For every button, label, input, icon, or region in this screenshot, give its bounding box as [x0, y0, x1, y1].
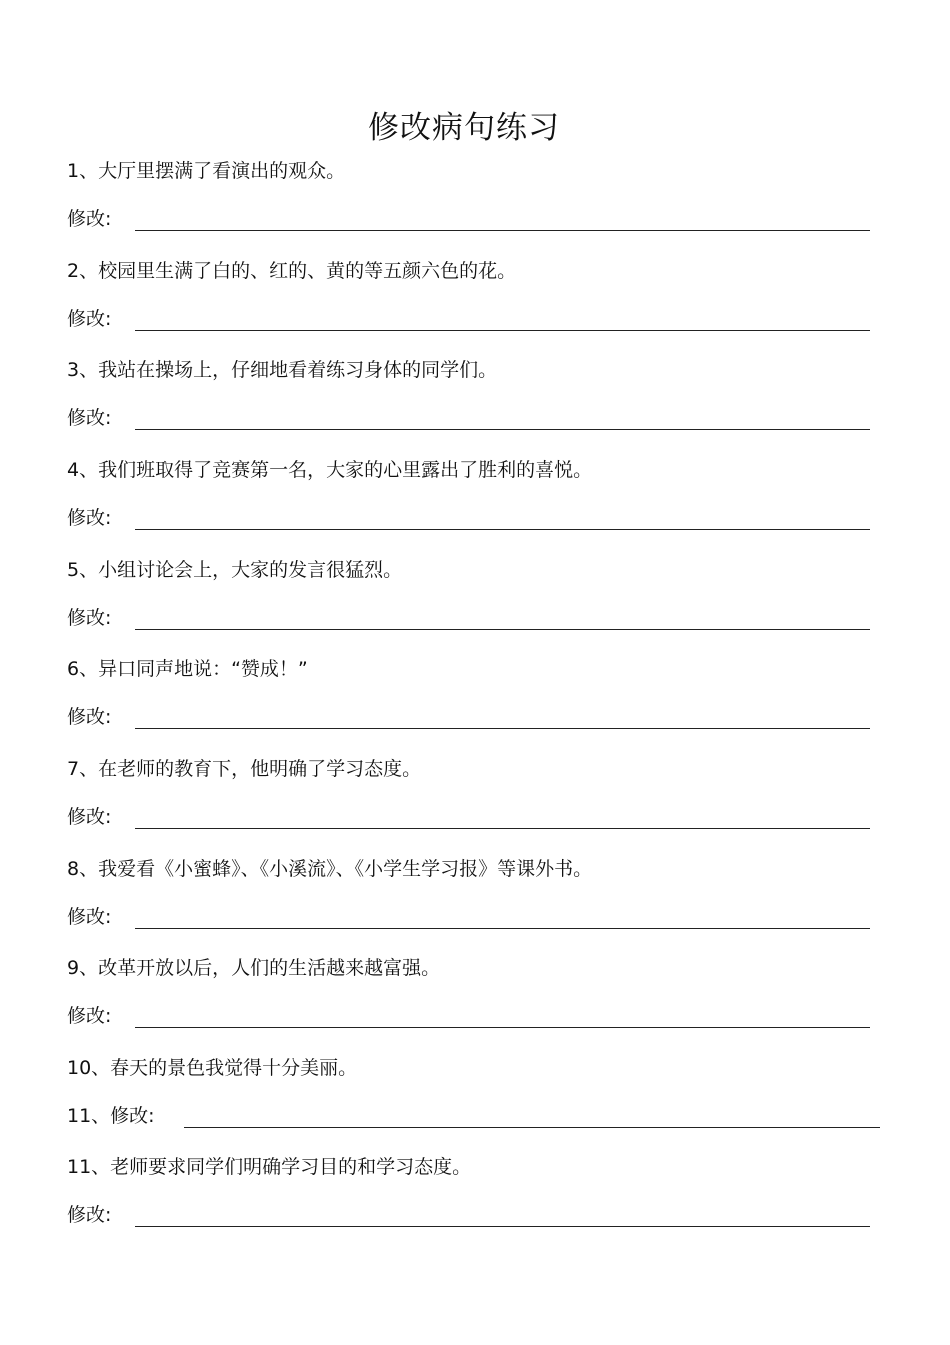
- exercise-item: [67, 158, 887, 258]
- exercise-item: [67, 856, 887, 956]
- exercise-item: [67, 955, 887, 1055]
- answer-row: [67, 206, 887, 234]
- page-title: 修改病句练习: [368, 110, 560, 146]
- answer-label: 修改:: [67, 1204, 112, 1226]
- answer-label: 修改:: [67, 607, 112, 629]
- answer-line[interactable]: [135, 1027, 870, 1028]
- answer-row: [67, 405, 887, 433]
- answer-line[interactable]: [135, 429, 870, 430]
- answer-label: 修改:: [67, 806, 112, 828]
- exercise-item: [67, 258, 887, 358]
- exercise-sentence: 1、大厅里摆满了看演出的观众。: [67, 160, 346, 182]
- answer-line[interactable]: [135, 928, 870, 929]
- answer-row: [67, 1103, 887, 1131]
- answer-label: 修改:: [67, 407, 112, 429]
- answer-label: 修改:: [67, 906, 112, 928]
- exercise-item: [67, 357, 887, 457]
- answer-line[interactable]: [135, 330, 870, 331]
- exercise-item: [67, 656, 887, 756]
- answer-row: [67, 1202, 887, 1230]
- exercise-sentence: 7、在老师的教育下，他明确了学习态度。: [67, 758, 422, 780]
- exercise-item: [67, 1055, 887, 1155]
- exercise-sentence: 5、小组讨论会上，大家的发言很猛烈。: [67, 559, 403, 581]
- exercise-sentence: 4、我们班取得了竞赛第一名，大家的心里露出了胜利的喜悦。: [67, 459, 593, 481]
- exercise-item: [67, 457, 887, 557]
- exercise-sentence: 6、异口同声地说：“赞成！”: [67, 658, 308, 680]
- exercise-item: [67, 1154, 887, 1254]
- answer-label: 修改:: [67, 308, 112, 330]
- answer-line[interactable]: [184, 1127, 880, 1128]
- answer-line[interactable]: [135, 629, 870, 630]
- answer-row: [67, 1003, 887, 1031]
- answer-line[interactable]: [135, 529, 870, 530]
- exercise-item: [67, 557, 887, 657]
- exercise-sentence: 11、老师要求同学们明确学习目的和学习态度。: [67, 1156, 472, 1178]
- exercise-item: [67, 756, 887, 856]
- exercise-sentence: 10、春天的景色我觉得十分美丽。: [67, 1057, 358, 1079]
- answer-label: 修改:: [67, 208, 112, 230]
- answer-row: [67, 704, 887, 732]
- answer-line[interactable]: [135, 728, 870, 729]
- answer-row: [67, 904, 887, 932]
- answer-label: 修改:: [67, 706, 112, 728]
- answer-label: 11、修改:: [67, 1105, 155, 1127]
- answer-row: [67, 804, 887, 832]
- answer-row: [67, 306, 887, 334]
- exercise-sentence: 2、校园里生满了白的、红的、黄的等五颜六色的花。: [67, 260, 517, 282]
- exercise-sentence: 3、我站在操场上，仔细地看着练习身体的同学们。: [67, 359, 498, 381]
- answer-row: [67, 505, 887, 533]
- answer-label: 修改:: [67, 507, 112, 529]
- exercise-sentence: 9、改革开放以后，人们的生活越来越富强。: [67, 957, 441, 979]
- answer-row: [67, 605, 887, 633]
- answer-label: 修改:: [67, 1005, 112, 1027]
- exercise-sentence: 8、我爱看《小蜜蜂》、《小溪流》、《小学生学习报》等课外书。: [67, 858, 593, 880]
- answer-line[interactable]: [135, 1226, 870, 1227]
- answer-line[interactable]: [135, 230, 870, 231]
- answer-line[interactable]: [135, 828, 870, 829]
